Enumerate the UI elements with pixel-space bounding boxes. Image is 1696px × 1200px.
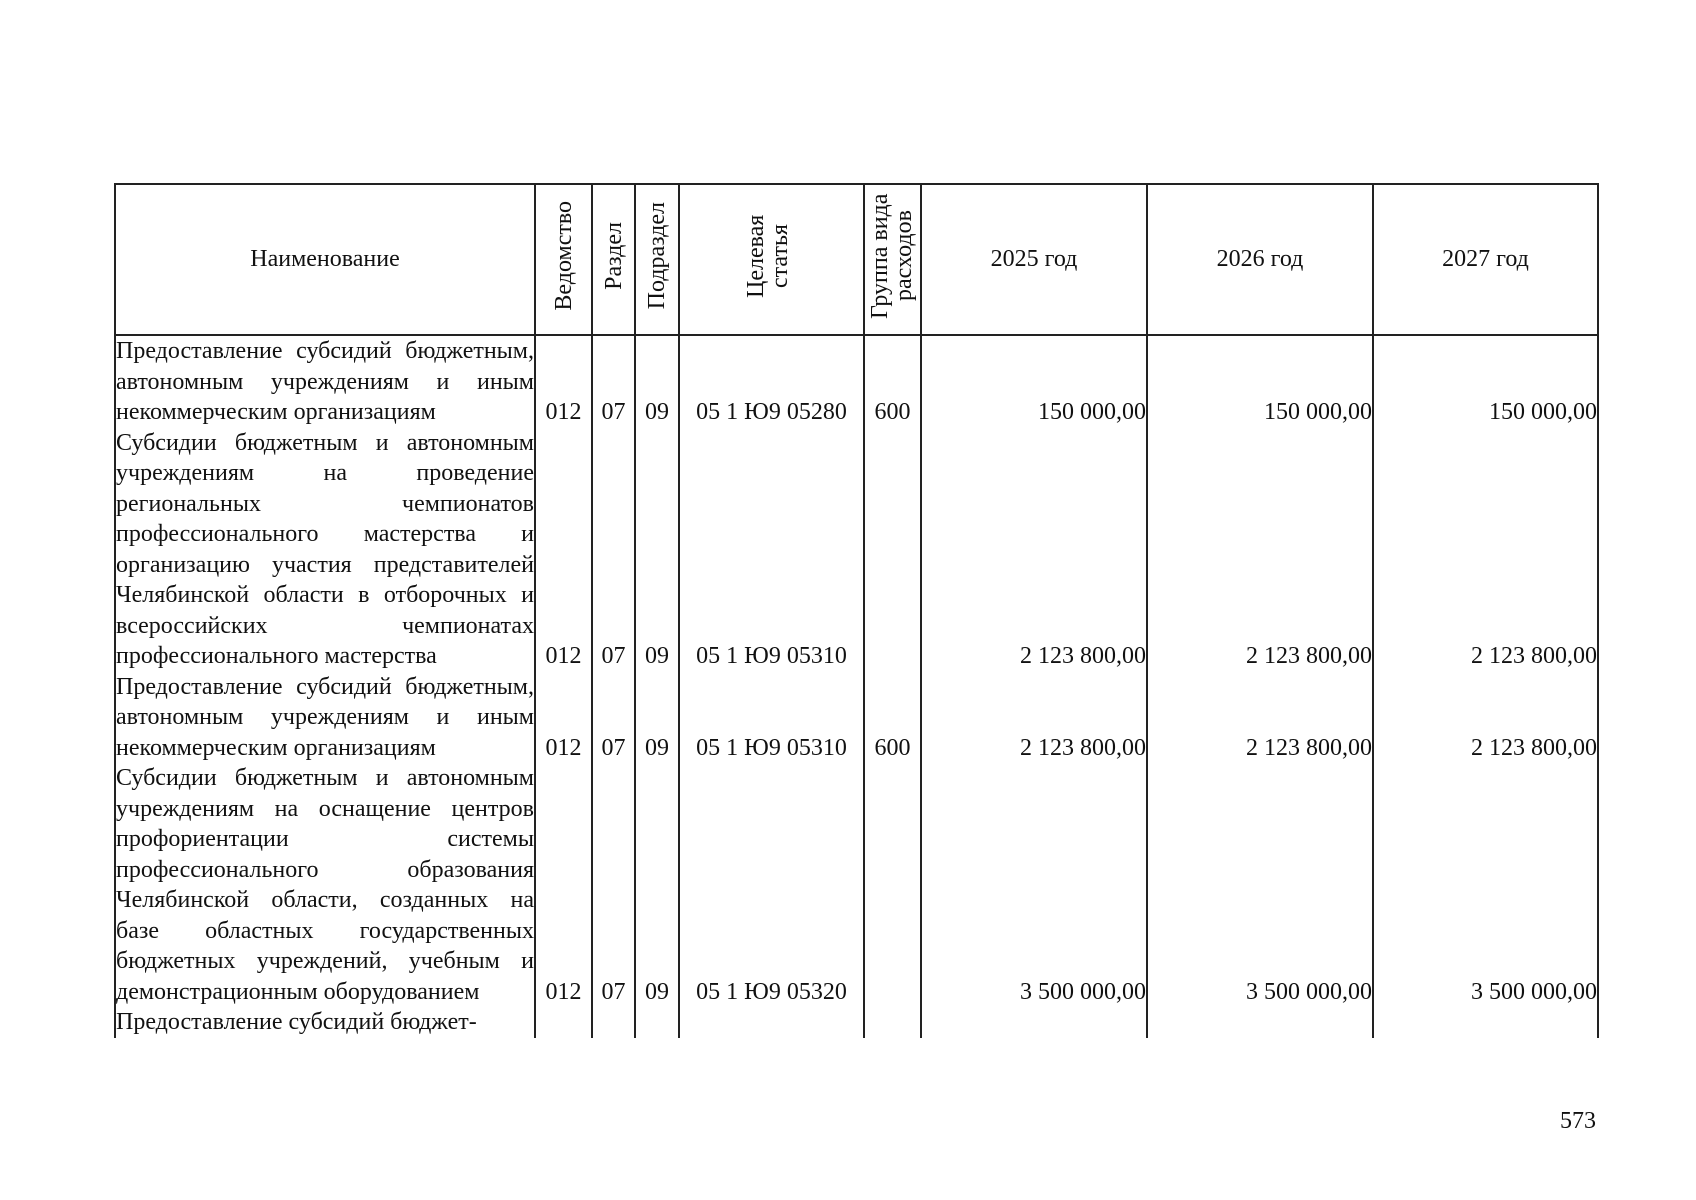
row-2026 bbox=[1147, 1007, 1373, 1038]
row-dept: 012 bbox=[535, 672, 592, 764]
header-exp-group: Группа вида расходов bbox=[864, 184, 921, 335]
row-exp-group bbox=[864, 1007, 921, 1038]
row-2025: 2 123 800,00 bbox=[921, 428, 1147, 672]
row-2027 bbox=[1373, 1007, 1598, 1038]
row-subsection bbox=[635, 1007, 679, 1038]
row-2027: 2 123 800,00 bbox=[1373, 672, 1598, 764]
table-row bbox=[115, 1007, 1598, 1038]
row-section: 07 bbox=[592, 335, 635, 428]
table-row bbox=[115, 428, 1598, 672]
row-2025: 3 500 000,00 bbox=[921, 763, 1147, 1007]
row-2025 bbox=[921, 1007, 1147, 1038]
row-exp-group bbox=[864, 763, 921, 1007]
row-name: Предоставление субсидий бюджетным, автономным учреждениям и иным некоммерческим организациям bbox=[115, 672, 535, 764]
budget-table bbox=[114, 183, 1599, 1038]
row-name: Предоставление субсидий бюджетным, автономным учреждениям и иным некоммерческим организациям bbox=[115, 335, 535, 428]
row-2025: 2 123 800,00 bbox=[921, 672, 1147, 764]
row-dept: 012 bbox=[535, 763, 592, 1007]
row-subsection: 09 bbox=[635, 428, 679, 672]
row-2026: 2 123 800,00 bbox=[1147, 672, 1373, 764]
header-name: Наименование bbox=[115, 184, 535, 335]
row-exp-group bbox=[864, 428, 921, 672]
row-section: 07 bbox=[592, 763, 635, 1007]
row-target: 05 1 Ю9 05320 bbox=[679, 763, 864, 1007]
row-name: Субсидии бюджетным и автономным учреждениям на проведение региональных чемпионатов профессионального мастерства и организацию участия представителей Челябинской области в отборочных и всероссийских чемпионатах профессионального мастерства bbox=[115, 428, 535, 672]
page-number: 573 bbox=[1560, 1108, 1596, 1134]
header-2026: 2026 год bbox=[1147, 184, 1373, 335]
row-2026: 3 500 000,00 bbox=[1147, 763, 1373, 1007]
row-name: Предоставление субсидий бюджет- bbox=[115, 1007, 535, 1038]
row-2026: 2 123 800,00 bbox=[1147, 428, 1373, 672]
row-subsection: 09 bbox=[635, 335, 679, 428]
row-section bbox=[592, 1007, 635, 1038]
row-exp-group: 600 bbox=[864, 672, 921, 764]
table-header-row bbox=[115, 184, 1598, 335]
row-2027: 3 500 000,00 bbox=[1373, 763, 1598, 1007]
row-dept: 012 bbox=[535, 335, 592, 428]
row-2027: 2 123 800,00 bbox=[1373, 428, 1598, 672]
row-subsection: 09 bbox=[635, 763, 679, 1007]
header-subsection: Подраздел bbox=[635, 184, 679, 335]
row-exp-group: 600 bbox=[864, 335, 921, 428]
row-target bbox=[679, 1007, 864, 1038]
table-row bbox=[115, 335, 1598, 428]
table-row bbox=[115, 763, 1598, 1007]
table-row bbox=[115, 672, 1598, 764]
header-2027: 2027 год bbox=[1373, 184, 1598, 335]
row-2027: 150 000,00 bbox=[1373, 335, 1598, 428]
row-2025: 150 000,00 bbox=[921, 335, 1147, 428]
row-target: 05 1 Ю9 05310 bbox=[679, 672, 864, 764]
header-dept: Ведомство bbox=[535, 184, 592, 335]
row-target: 05 1 Ю9 05310 bbox=[679, 428, 864, 672]
row-dept: 012 bbox=[535, 428, 592, 672]
row-subsection: 09 bbox=[635, 672, 679, 764]
row-2026: 150 000,00 bbox=[1147, 335, 1373, 428]
row-section: 07 bbox=[592, 428, 635, 672]
header-target: Целевая статья bbox=[679, 184, 864, 335]
header-2025: 2025 год bbox=[921, 184, 1147, 335]
row-target: 05 1 Ю9 05280 bbox=[679, 335, 864, 428]
row-section: 07 bbox=[592, 672, 635, 764]
header-section: Раздел bbox=[592, 184, 635, 335]
row-name: Субсидии бюджетным и автономным учреждениям на оснащение центров профориентации системы профессионального образования Челябинской области, созданных на базе областных государственных бюджетных учреждений, учебным и демонстрационным оборудованием bbox=[115, 763, 535, 1007]
row-dept bbox=[535, 1007, 592, 1038]
